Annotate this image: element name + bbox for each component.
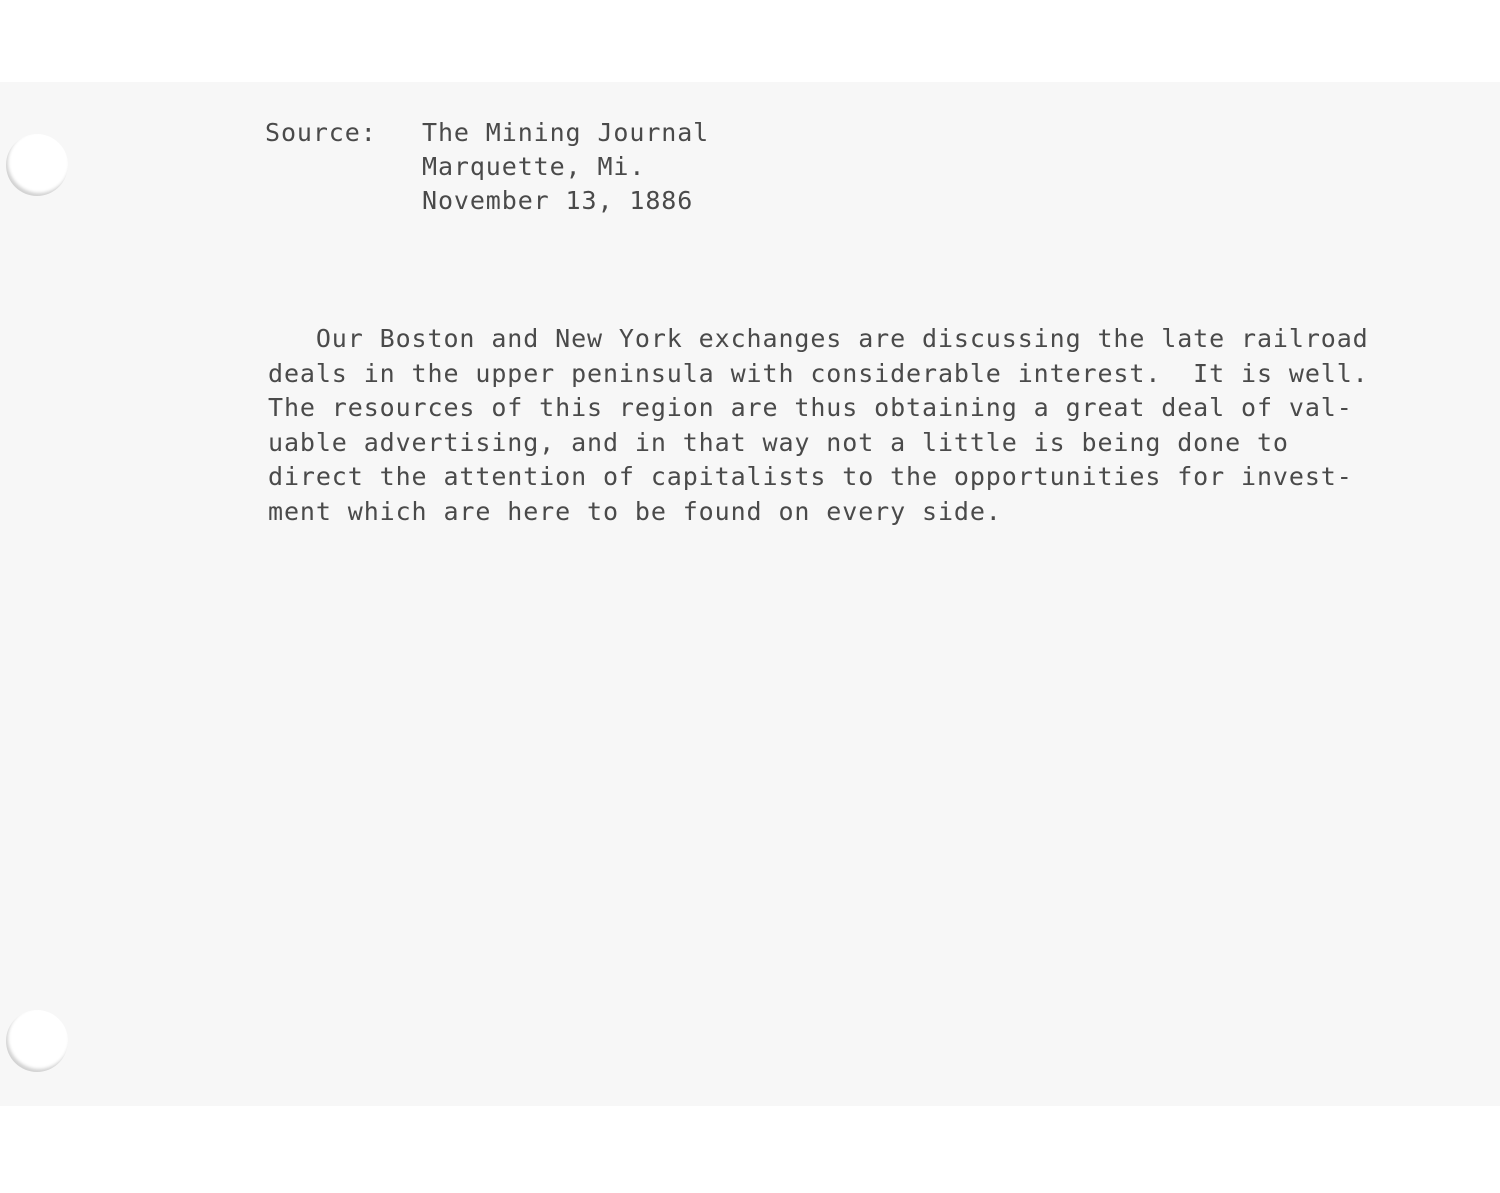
punch-hole-bottom: [6, 1010, 68, 1072]
index-card: [0, 82, 1500, 1106]
article-line: uable advertising, and in that way not a little is being done to: [268, 427, 1289, 457]
source-location: Marquette, Mi.: [422, 152, 646, 181]
article-line: direct the attention of capitalists to the opportunities for invest-: [268, 462, 1353, 492]
source-citation: [265, 116, 709, 218]
article-line: ment which are here to be found on every side.: [268, 496, 1002, 526]
article-body: [268, 322, 1478, 530]
article-line: Our Boston and New York exchanges are discussing the late railroad: [268, 324, 1369, 353]
source-publication: The Mining Journal: [422, 118, 710, 147]
source-details: [422, 116, 709, 218]
source-date: November 13, 1886: [422, 186, 694, 215]
article-line: deals in the upper peninsula with considerable interest. It is well.: [268, 358, 1369, 388]
source-label: Source:: [265, 118, 377, 147]
punch-hole-top: [6, 134, 68, 196]
article-line: The resources of this region are thus obtaining a great deal of val-: [268, 393, 1353, 423]
